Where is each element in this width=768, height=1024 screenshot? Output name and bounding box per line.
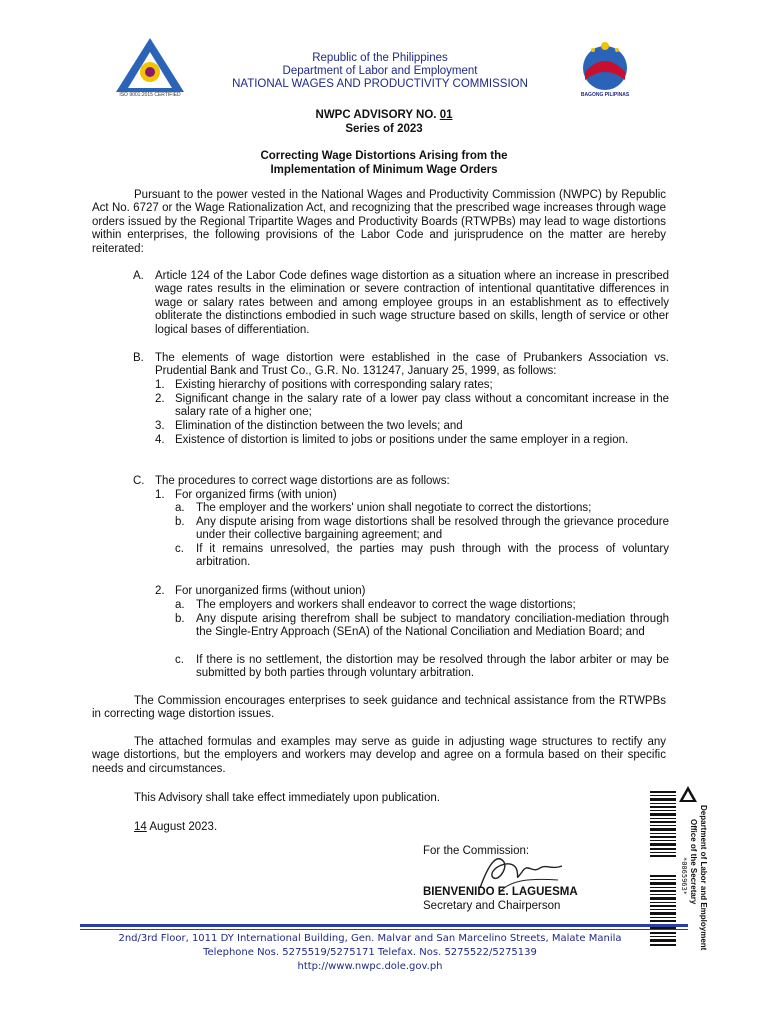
sub-item-letter: c. <box>175 654 184 666</box>
list-item: Significant change in the salary rate of a lower pay class without a concomitant increase in the salary rate of a higher one; <box>175 393 669 419</box>
header-line-commission: NATIONAL WAGES AND PRODUCTIVITY COMMISSION <box>232 78 528 90</box>
stamp-code: *0065963* <box>680 857 688 895</box>
list-item-number: 2. <box>155 393 165 405</box>
sub-item-letter: c. <box>175 543 184 555</box>
stamp-department: Department of Labor and Employment <box>699 805 708 951</box>
bagong-pilipinas-caption: BAGONG PILIPINAS <box>580 92 630 98</box>
bagong-pilipinas-logo <box>576 40 634 100</box>
signatory-title: Secretary and Chairperson <box>423 900 561 912</box>
footer-divider-thin <box>80 929 688 930</box>
intro-paragraph: Pursuant to the power vested in the National Wages and Productivity Commission (NWPC) by Republic Act No. 6727 or the Wage Rationalization Act, and recognizing that the prescribed wage increases through wage orders issued by the Regional Tripartite Wages and Productivity Boards (RTWPBs) may lead to wage distortions within enterprises, the following provisions of the Labor Code and jurisprudence on the matter are hereby reiterated: <box>92 189 666 255</box>
footer-address: 2nd/3rd Floor, 1011 DY International Building, Gen. Malvar and San Marcelino Streets, Malate Manila <box>118 933 622 944</box>
section-c-label: C. <box>133 475 145 487</box>
header-line-republic: Republic of the Philippines <box>312 52 448 64</box>
sub-item-letter: b. <box>175 613 185 625</box>
sub-item: Any dispute arising therefrom shall be subject to mandatory conciliation-mediation through the Single-Entry Approach (SEnA) of the National Conciliation and Mediation Board; and <box>196 613 669 639</box>
subject-line-2: Implementation of Minimum Wage Orders <box>270 164 498 176</box>
dole-logo <box>112 34 188 102</box>
section-a-text: Article 124 of the Labor Code defines wage distortion as a situation where an increase in prescribed wage rates results in the elimination or severe contraction of intentional quantitative differences in wage or salary rates between and among employee groups in an establishment as to effectively obliterate the distinctions embodied in such wage structure based on skills, length of service or other logical bases of differentiation. <box>155 270 669 336</box>
closing-paragraph-formulas: The attached formulas and examples may serve as guide in adjusting wage structures to rectify any wage distortions, but the employers and workers may develop and agree on a formula based on their specific needs and circumstances. <box>92 736 666 775</box>
dole-stamp-logo-icon <box>678 785 698 803</box>
advisory-number <box>0 108 768 122</box>
closing-paragraph-guidance: The Commission encourages enterprises to seek guidance and technical assistance from the RTWPBs in correcting wage distortion issues. <box>92 695 666 721</box>
sub-item: If there is no settlement, the distortion may be resolved through the labor arbiter or may be submitted by both parties through voluntary arbitration. <box>196 654 669 680</box>
effectivity-statement: This Advisory shall take effect immediately upon publication. <box>134 792 440 804</box>
iso-caption: ISO 9001:2015 CERTIFIED <box>119 92 181 98</box>
sub-item: The employers and workers shall endeavor to correct the wage distortions; <box>196 599 576 611</box>
letterhead <box>190 52 570 91</box>
issue-date <box>134 820 217 834</box>
group-title: For unorganized firms (without union) <box>175 585 366 597</box>
footer-phones: Telephone Nos. 5275519/5275171 Telefax. Nos. 5275522/5275139 <box>203 947 537 958</box>
group-title: For organized firms (with union) <box>175 489 337 501</box>
signature-intro: For the Commission: <box>423 845 530 857</box>
list-item: Existence of distortion is limited to jobs or positions under the same employer in a region. <box>175 434 629 446</box>
section-b-label: B. <box>133 352 144 364</box>
list-item: Existing hierarchy of positions with corresponding salary rates; <box>175 379 493 391</box>
section-b-text: The elements of wage distortion were established in the case of Prubankers Association vs. Prudential Bank and Trust Co., G.R. No. 131247, January 25, 1999, as follows: <box>155 352 669 378</box>
section-a-label: A. <box>133 270 144 282</box>
section-c-text: The procedures to correct wage distortions are as follows: <box>155 475 450 487</box>
footer-divider <box>80 924 688 927</box>
sub-item-letter: a. <box>175 599 185 611</box>
issue-date-rest: August 2023. <box>146 821 218 833</box>
group-number: 1. <box>155 489 165 501</box>
group-number: 2. <box>155 585 165 597</box>
sub-item: Any dispute arising from wage distortions shall be resolved through the grievance procedure under their collective bargaining agreement; and <box>196 516 669 542</box>
sub-item-letter: a. <box>175 502 185 514</box>
sub-item: The employer and the workers' union shall negotiate to correct the distortions; <box>196 502 592 514</box>
header-line-department: Department of Labor and Employment <box>282 65 478 77</box>
sub-item-letter: b. <box>175 516 185 528</box>
list-item-number: 4. <box>155 434 165 446</box>
advisory-number-value: 01 <box>439 109 453 121</box>
list-item: Elimination of the distinction between the two levels; and <box>175 420 463 432</box>
list-item-number: 1. <box>155 379 165 391</box>
signatory-name: BIENVENIDO E. LAGUESMA <box>423 886 578 898</box>
sub-item: If it remains unresolved, the parties may push through with the process of voluntary arbitration. <box>196 543 669 569</box>
stamp-office: Office of the Secretary <box>689 819 698 905</box>
issue-date-day: 14 <box>134 821 147 833</box>
advisory-prefix: NWPC ADVISORY NO. <box>315 109 440 121</box>
footer-url[interactable]: http://www.nwpc.dole.gov.ph <box>297 961 443 972</box>
subject-line-1: Correcting Wage Distortions Arising from the <box>260 150 508 162</box>
list-item-number: 3. <box>155 420 165 432</box>
advisory-series: Series of 2023 <box>345 123 423 135</box>
